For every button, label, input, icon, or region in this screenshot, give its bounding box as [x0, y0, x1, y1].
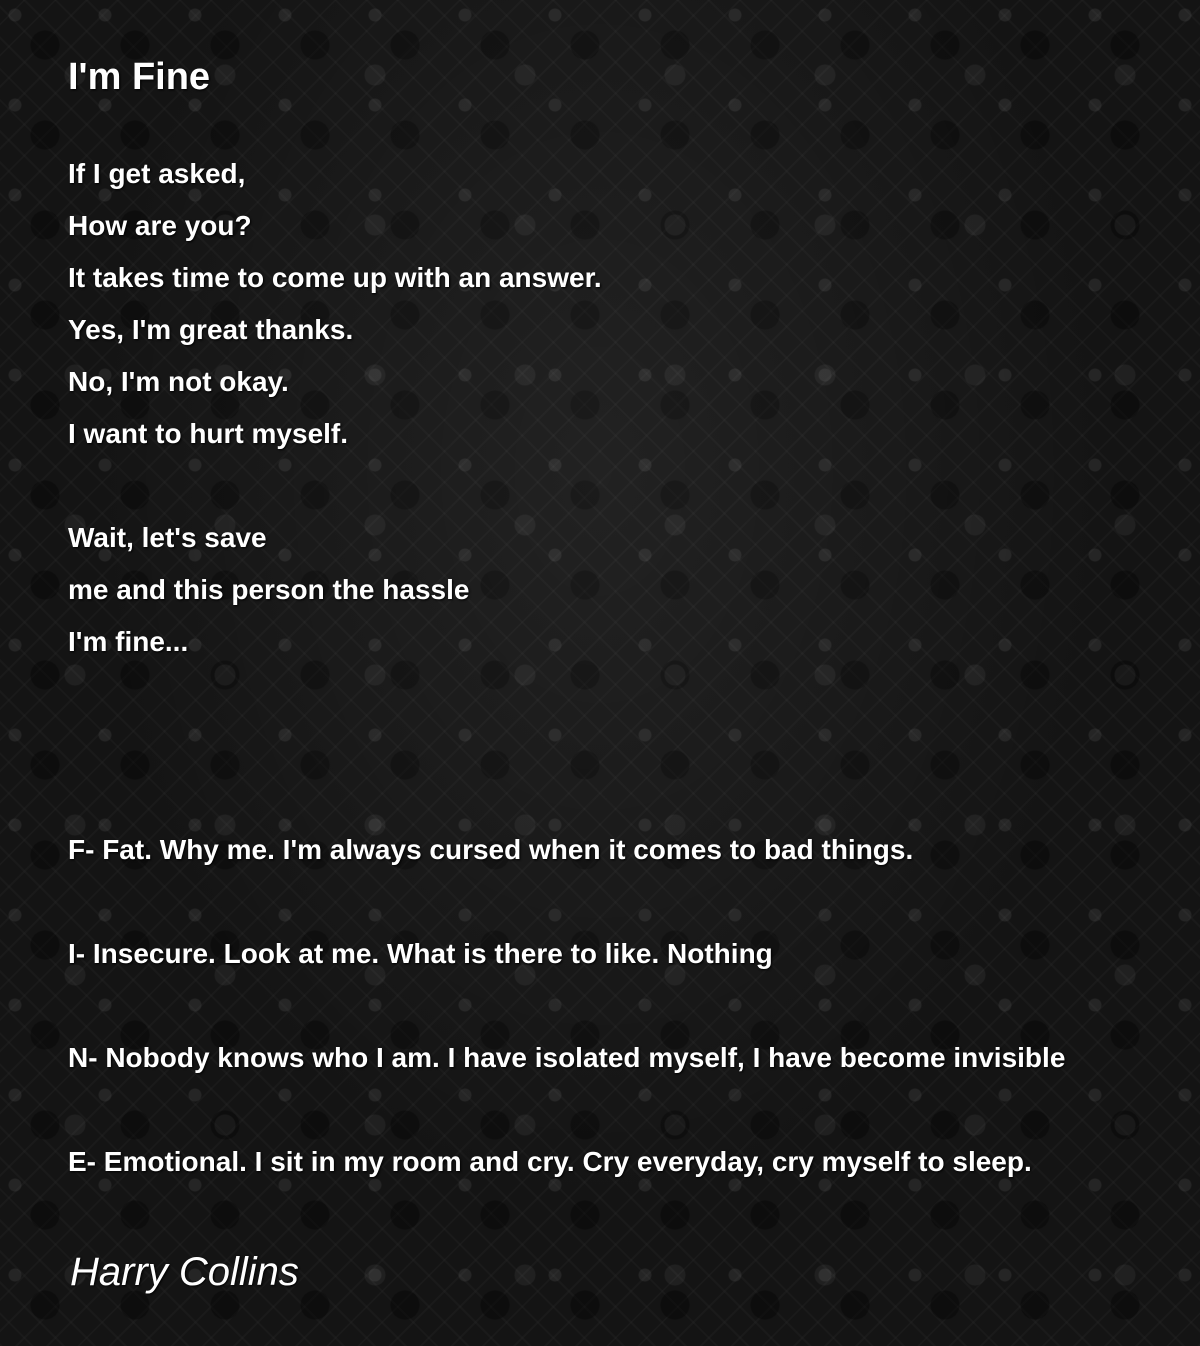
poem-body: [68, 148, 1200, 1188]
poem-blank-line: [68, 668, 1200, 720]
poem-line-4: Yes, I'm great thanks.: [68, 314, 354, 345]
poem-line-8: me and this person the hassle: [68, 574, 470, 605]
poem-blank-line: [68, 720, 1200, 772]
poem-line-9: I'm fine...: [68, 626, 189, 657]
poem-line-7: Wait, let's save: [68, 522, 267, 553]
poem-author: Harry Collins: [70, 1250, 299, 1294]
poem-blank-line: [68, 980, 1200, 1032]
poem-line-e: E- Emotional. I sit in my room and cry. Cry everyday, cry myself to sleep.: [68, 1146, 1032, 1177]
poem-line-1: If I get asked,: [68, 158, 246, 189]
poem-line-2: How are you?: [68, 210, 252, 241]
poem-line-6: I want to hurt myself.: [68, 418, 349, 449]
poem-blank-line: [68, 460, 1200, 512]
poem-blank-line: [68, 772, 1200, 824]
poem-line-3: It takes time to come up with an answer.: [68, 262, 602, 293]
poem-blank-line: [68, 1084, 1200, 1136]
poem-blank-line: [68, 876, 1200, 928]
poem-line-f: F- Fat. Why me. I'm always cursed when it comes to bad things.: [68, 834, 914, 865]
poem-title: I'm Fine: [68, 56, 211, 98]
poem-line-n: N- Nobody knows who I am. I have isolated myself, I have become invisible: [68, 1042, 1066, 1073]
poem-line-i: I- Insecure. Look at me. What is there to like. Nothing: [68, 938, 773, 969]
poem-line-5: No, I'm not okay.: [68, 366, 289, 397]
